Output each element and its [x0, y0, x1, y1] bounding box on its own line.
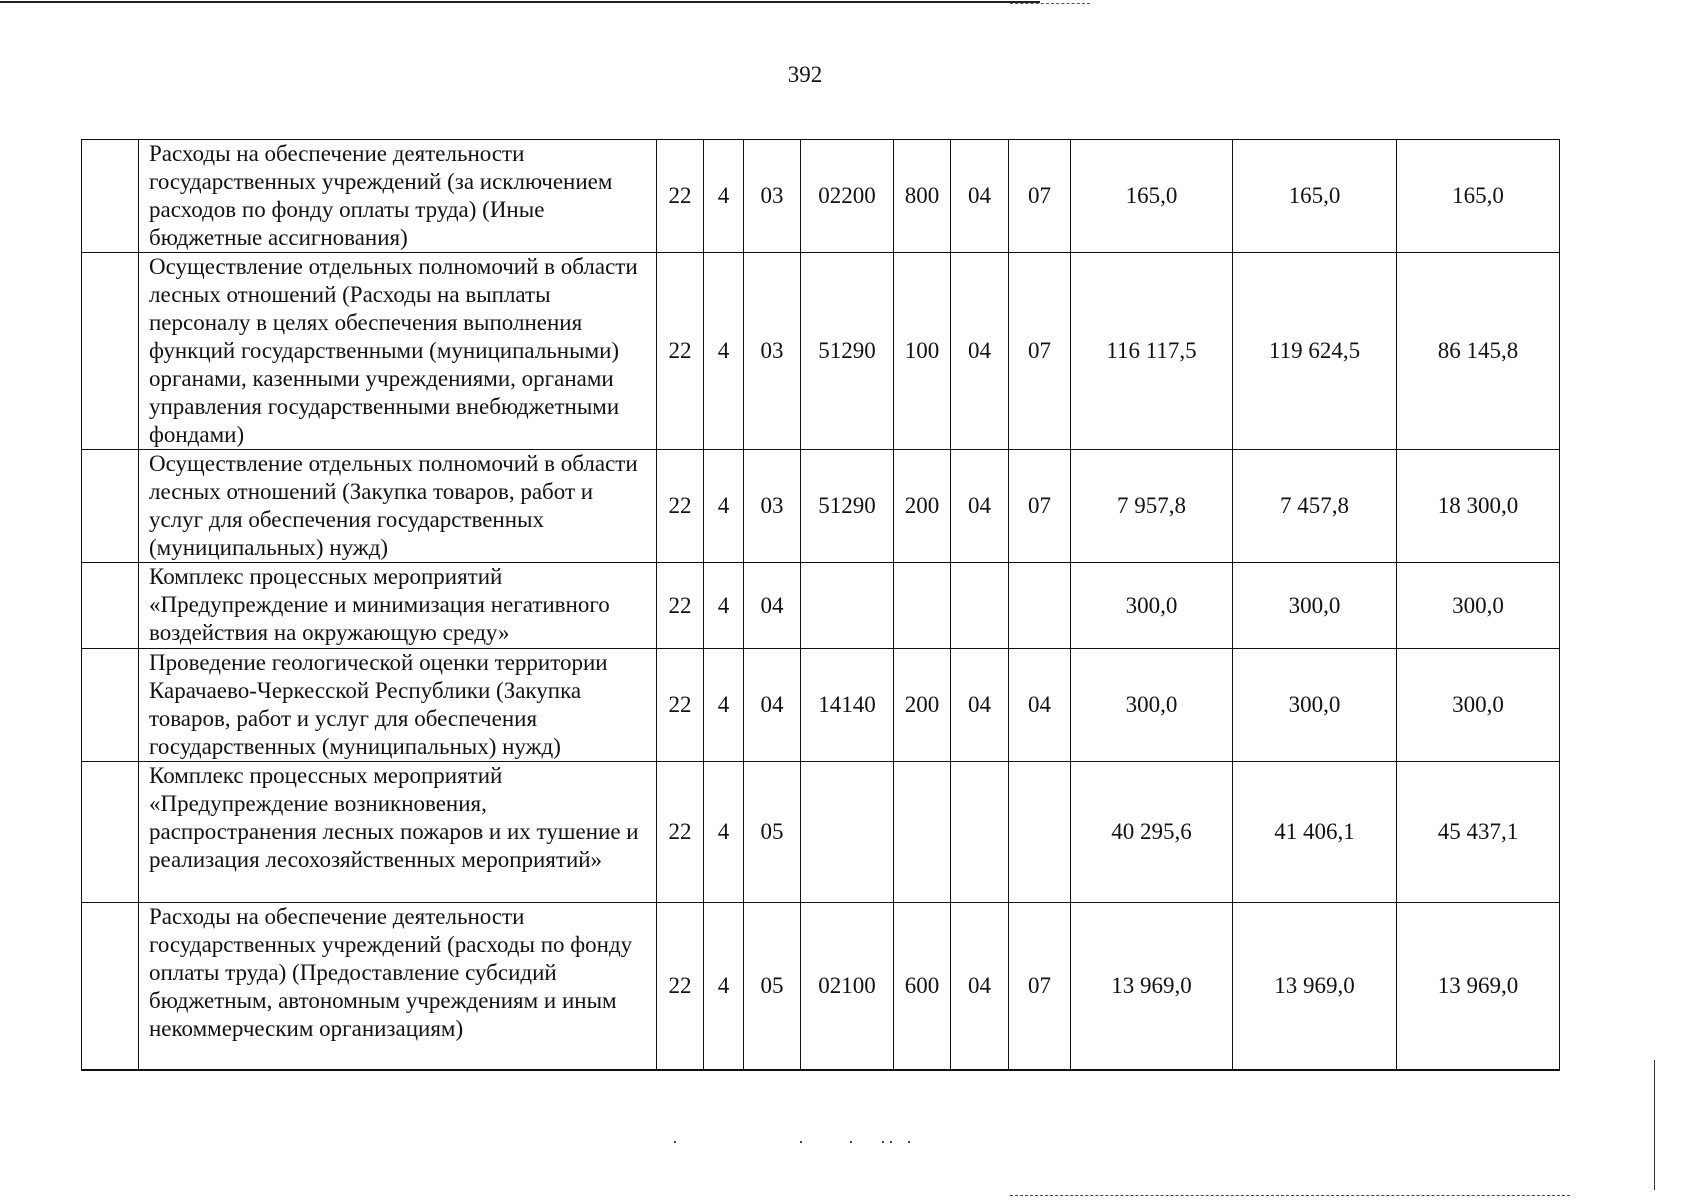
code-cell: 04 — [951, 253, 1009, 450]
code-cell: 800 — [894, 140, 951, 253]
description-cell: Расходы на обеспечение деятельности государственных учреждений (расходы по фонду оплаты труда) (Предоставление субсидий бюджетным, автономным учреждениям и иным некоммерческим организациям) — [139, 903, 657, 1070]
code-cell: 4 — [704, 762, 744, 903]
table-row — [82, 450, 1560, 563]
index-cell — [82, 450, 139, 563]
code-cell: 03 — [744, 140, 801, 253]
amount-cell: 86 145,8 — [1397, 253, 1560, 450]
code-cell: 07 — [1009, 450, 1071, 563]
code-cell: 04 — [1009, 649, 1071, 762]
code-cell: 100 — [894, 253, 951, 450]
index-cell — [82, 253, 139, 450]
code-cell — [801, 762, 894, 903]
amount-cell: 300,0 — [1397, 563, 1560, 649]
table-row — [82, 253, 1560, 450]
code-cell: 07 — [1009, 253, 1071, 450]
code-cell — [1009, 762, 1071, 903]
description-cell: Комплекс процессных мероприятий «Предупреждение возникновения, распространения лесных пожаров и их тушение и реализация лесохозяйственных мероприятий» — [139, 762, 657, 903]
code-cell: 22 — [657, 563, 704, 649]
amount-cell: 119 624,5 — [1233, 253, 1397, 450]
code-cell: 22 — [657, 649, 704, 762]
code-cell: 02200 — [801, 140, 894, 253]
amount-cell: 13 969,0 — [1071, 903, 1233, 1070]
code-cell: 4 — [704, 649, 744, 762]
code-cell: 05 — [744, 762, 801, 903]
right-edge-line — [1654, 1060, 1655, 1190]
amount-cell: 40 295,6 — [1071, 762, 1233, 903]
code-cell: 51290 — [801, 450, 894, 563]
code-cell: 4 — [704, 140, 744, 253]
code-cell: 4 — [704, 450, 744, 563]
amount-cell: 18 300,0 — [1397, 450, 1560, 563]
code-cell — [1009, 563, 1071, 649]
description-cell: Расходы на обеспечение деятельности государственных учреждений (за исключением расходов по фонду оплаты труда) (Иные бюджетные ассигнования) — [139, 140, 657, 253]
amount-cell: 45 437,1 — [1397, 762, 1560, 903]
table-row — [82, 762, 1560, 903]
code-cell: 07 — [1009, 903, 1071, 1070]
code-cell: 22 — [657, 450, 704, 563]
amount-cell: 13 969,0 — [1233, 903, 1397, 1070]
code-cell: 22 — [657, 762, 704, 903]
amount-cell: 7 957,8 — [1071, 450, 1233, 563]
code-cell: 03 — [744, 450, 801, 563]
index-cell — [82, 563, 139, 649]
page-number: 392 — [787, 62, 823, 87]
code-cell: 05 — [744, 903, 801, 1070]
budget-table — [81, 139, 1560, 1071]
index-cell — [82, 649, 139, 762]
code-cell — [894, 762, 951, 903]
code-cell: 03 — [744, 253, 801, 450]
code-cell: 04 — [951, 450, 1009, 563]
code-cell: 04 — [744, 649, 801, 762]
amount-cell: 41 406,1 — [1233, 762, 1397, 903]
code-cell: 07 — [1009, 140, 1071, 253]
amount-cell: 165,0 — [1071, 140, 1233, 253]
amount-cell: 116 117,5 — [1071, 253, 1233, 450]
top-border-dashes — [1010, 3, 1090, 5]
code-cell: 04 — [744, 563, 801, 649]
description-cell: Осуществление отдельных полномочий в области лесных отношений (Расходы на выплаты персоналу в целях обеспечения выполнения функций государственными (муниципальными) органами, казенными учреждениями, органами управления государственными внебюджетными фондами) — [139, 253, 657, 450]
amount-cell: 300,0 — [1233, 649, 1397, 762]
amount-cell: 300,0 — [1397, 649, 1560, 762]
code-cell: 02100 — [801, 903, 894, 1070]
amount-cell: 13 969,0 — [1397, 903, 1560, 1070]
code-cell — [801, 563, 894, 649]
amount-cell: 165,0 — [1397, 140, 1560, 253]
index-cell — [82, 762, 139, 903]
code-cell: 4 — [704, 903, 744, 1070]
code-cell: 22 — [657, 903, 704, 1070]
description-cell: Осуществление отдельных полномочий в области лесных отношений (Закупка товаров, работ и услуг для обеспечения государственных (муниципальных) нужд) — [139, 450, 657, 563]
code-cell: 4 — [704, 253, 744, 450]
scan-dots — [660, 1141, 940, 1147]
code-cell: 600 — [894, 903, 951, 1070]
amount-cell: 165,0 — [1233, 140, 1397, 253]
code-cell: 22 — [657, 140, 704, 253]
code-cell: 04 — [951, 649, 1009, 762]
code-cell: 22 — [657, 253, 704, 450]
table-row — [82, 903, 1560, 1070]
table-row — [82, 140, 1560, 253]
index-cell — [82, 140, 139, 253]
amount-cell: 300,0 — [1071, 563, 1233, 649]
table-row — [82, 649, 1560, 762]
code-cell: 200 — [894, 649, 951, 762]
index-cell — [82, 903, 139, 1070]
code-cell: 200 — [894, 450, 951, 563]
code-cell: 51290 — [801, 253, 894, 450]
amount-cell: 300,0 — [1071, 649, 1233, 762]
table-row — [82, 563, 1560, 649]
description-cell: Проведение геологической оценки территории Карачаево-Черкесской Республики (Закупка товаров, работ и услуг для обеспечения государственных (муниципальных) нужд) — [139, 649, 657, 762]
code-cell: 04 — [951, 903, 1009, 1070]
code-cell — [951, 563, 1009, 649]
bottom-border-dashes — [1010, 1195, 1570, 1197]
amount-cell: 300,0 — [1233, 563, 1397, 649]
code-cell — [951, 762, 1009, 903]
description-cell: Комплекс процессных мероприятий «Предупреждение и минимизация негативного воздействия на окружающую среду» — [139, 563, 657, 649]
top-border-line — [0, 1, 1040, 3]
amount-cell: 7 457,8 — [1233, 450, 1397, 563]
code-cell: 04 — [951, 140, 1009, 253]
code-cell: 14140 — [801, 649, 894, 762]
code-cell — [894, 563, 951, 649]
code-cell: 4 — [704, 563, 744, 649]
